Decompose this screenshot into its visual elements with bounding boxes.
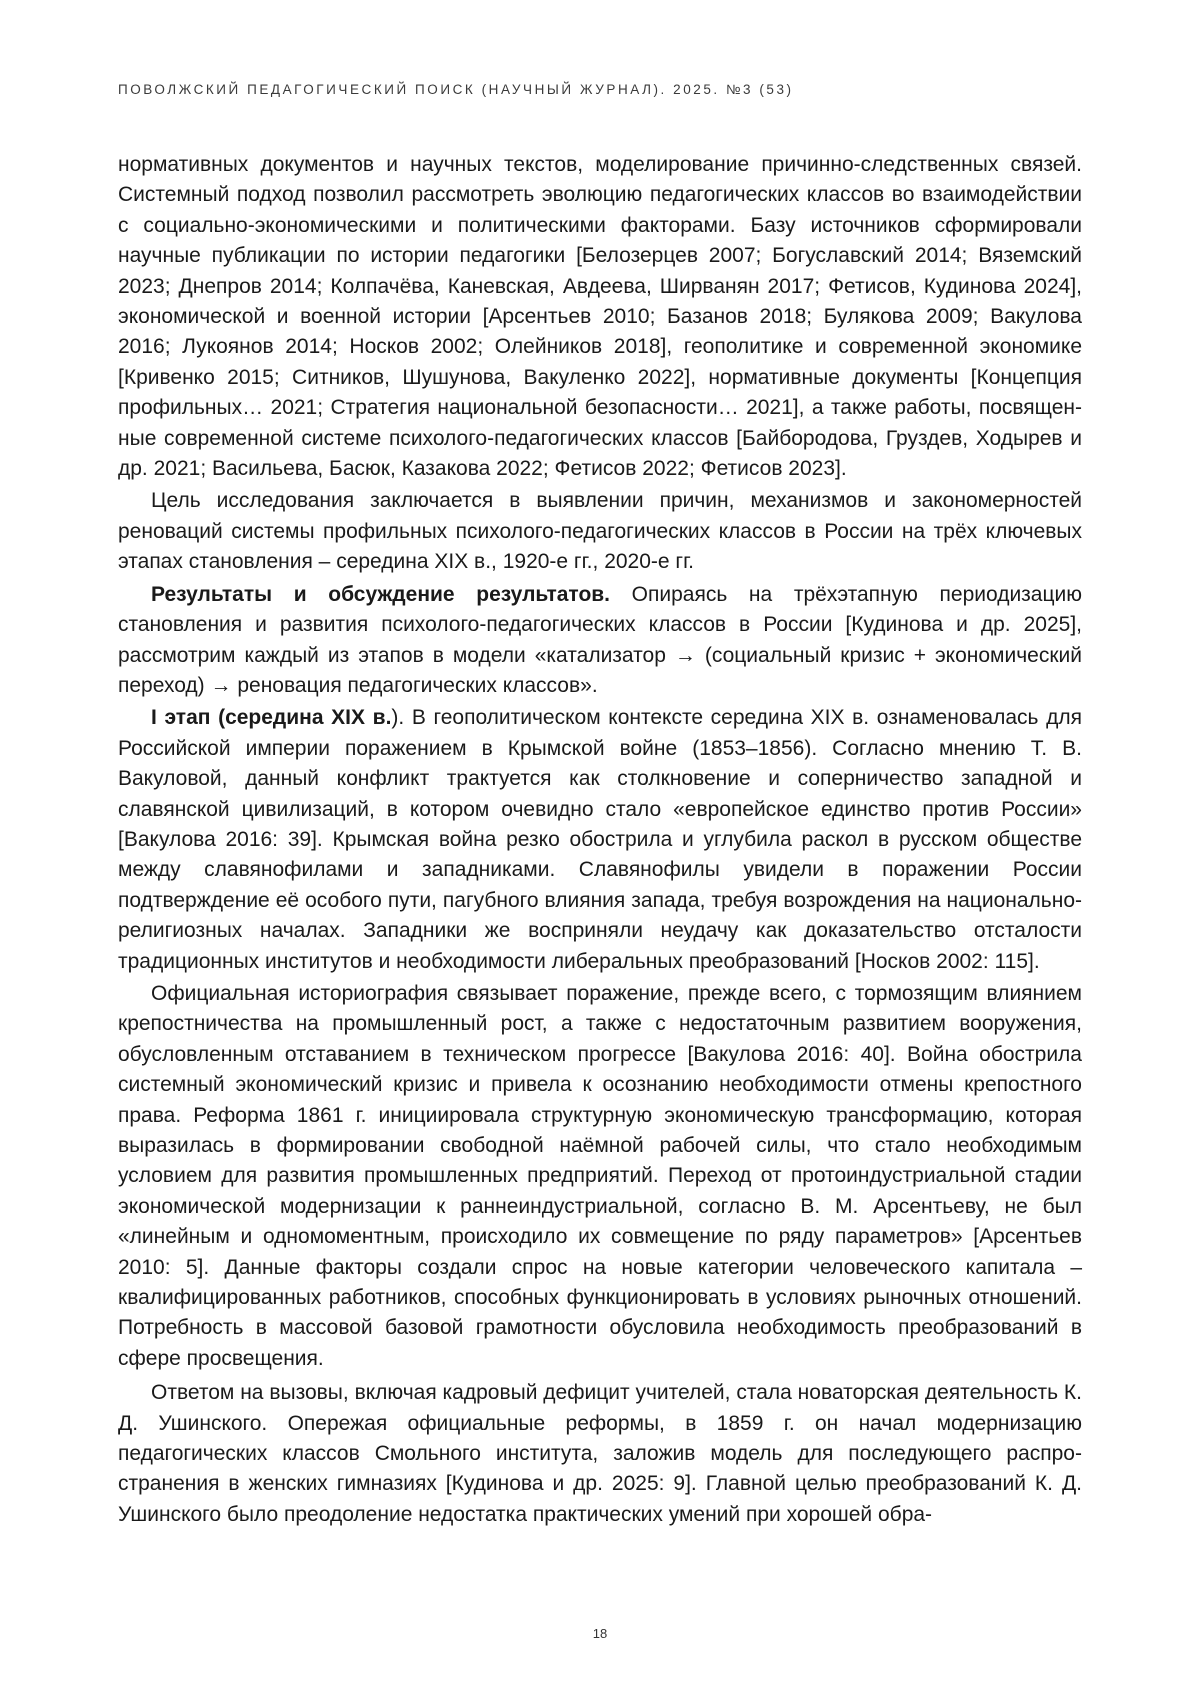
paragraph-sources: нормативных документов и научных текстов, моделирование причинно-следственных связей. Системный подход позволил рассмотреть эволюцию педагогических классов во взаимодействии с социально-экономическими и политическими факторами. Базу источников сформировали научные публикации по истории педагогики [Белозерцев 2007; Богуславский 2014; Вяземский 2023; Днепров 2014; Колпачёва, Каневская, Авдеева, Ширванян 2017; Фетисов, Кудинова 2024], экономической и военной истории [Арсентьев 2010; Базанов 2018; Булякова 2009; Вакулова 2016; Лукоянов 2014; Носков 2002; Олейников 2018], геополитике и современной экономике [Кривенко 2015; Ситников, Шушунова, Вакуленко 2022], нормативные документы [Концепция профильных… 2021; Стратегия национальной безопасности… 2021], а также работы, посвященные современной системе психолого-педагогических классов [Байбородова, Груздев, Ходырев и др. 2021; Васильева, Басюк, Казакова 2022; Фетисов 2022; Фетисов 2023]. bbox=[118, 153, 1082, 481]
running-header: ПОВОЛЖСКИЙ ПЕДАГОГИЧЕСКИЙ ПОИСК (НАУЧНЫЙ ЖУРНАЛ). 2025. №3 (53) bbox=[118, 82, 794, 97]
article-body bbox=[118, 150, 1082, 1532]
paragraph-stage-one-text: ). В геополитическом контексте середина XIX в. ознаменовалась для Российской империи поражением в Крымской войне (1853–1856). Согласно мнению Т. В. Вакуловой, данный конфликт трактуется как столкновение и соперничество западной и славянской цивилизаций, в котором очевидно стало «европейское единство против России» [Вакулова 2016: 39]. Крымская война резко обострила и углубила раскол в русском обществе между славянофилами и западниками. Славянофилы увидели в поражении России подтверждение её особого пути, пагубного влияния запада, требуя возрождения на национально-религиозных началах. Западники же восприняли неудачу как доказательство отсталости традиционных институтов и необходимости либеральных преобразований [Носков 2002: 115]. bbox=[118, 706, 1082, 973]
paragraph-historiography: Официальная историография связывает поражение, прежде всего, с тормозящим влиянием крепостничества на промышленный рост, а также с недостаточным развитием вооружения, обусловленным отставанием в техническом прогрессе [Вакулова 2016: 40]. Война обострила системный экономический кризис и привела к осознанию необходимости отмены крепостного права. Реформа 1861 г. инициировала структурную экономическую трансформацию, которая выразилась в формировании свободной наёмной рабочей силы, что стало необходимым условием для развития промышленных предприятий. Переход от протоиндустриальной стадии экономической модернизации к раннеиндустриальной, согласно В. М. Арсентьеву, не был «линейным и одномоментным, происходило их совмещение по ряду параметров» [Арсентьев 2010: 5]. Данные факторы создали спрос на новые категории человеческого капитала – квалифицированных работников, способных функционировать в условиях рыночных отношений. Потребность в массовой базовой грамотности обусловила необходимость преобразований в сфере просвещения. bbox=[118, 981, 1082, 1370]
section-heading-results: Результаты и обсуждение результатов. bbox=[151, 582, 611, 606]
page-number: 18 bbox=[592, 1626, 608, 1641]
paragraph-results bbox=[118, 580, 1082, 702]
section-heading-stage-one: I этап (середина XIX в. bbox=[151, 706, 392, 730]
paragraph-ushinsky: Ответом на вызовы, включая кадровый дефицит учителей, стала новаторская деятельность К. Д. Ушинского. Опережая официальные реформы, в 1859 г. он начал модернизацию педагогических классов Смольного института, заложив модель для последующего распространения в женских гимназиях [Кудинова и др. 2025: 9]. Главной целью преобразований К. Д. Ушинского было преодоление недостатка практических умений при хорошей обра- bbox=[118, 1381, 1082, 1526]
paragraph-stage-one bbox=[118, 703, 1082, 977]
paragraph-results-text: Опираясь на трёхэтапную периодизацию становления и развития психолого-педагогических классов в России [Кудинова и др. 2025], рассмотрим каждый из этапов в модели «катализатор → (социальный кризис + экономический переход) → реновация педагогических классов». bbox=[118, 582, 1082, 697]
paragraph-aim: Цель исследования заключается в выявлении причин, механизмов и закономерностей реноваций системы профильных психолого-педагогических классов в России на трёх ключевых этапах становления – середина XIX в., 1920-е гг., 2020-е гг. bbox=[118, 489, 1082, 574]
